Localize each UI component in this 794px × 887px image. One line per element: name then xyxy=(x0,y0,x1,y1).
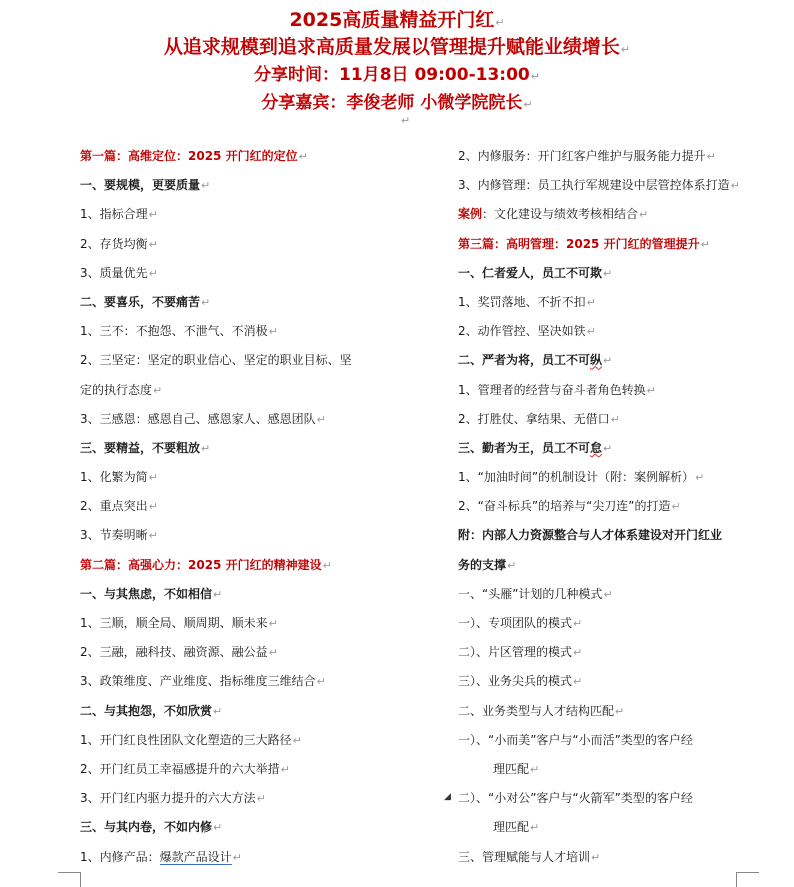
paragraph-mark: ↵ xyxy=(232,850,242,864)
paragraph-mark: ↵ xyxy=(530,70,540,83)
outline-line[interactable]: 1、化繁为简↵ xyxy=(80,470,158,485)
outline-line[interactable]: 第三篇：高明管理：2025 开门红的管理提升↵ xyxy=(458,236,710,251)
paragraph-mark: ↵ xyxy=(316,412,326,426)
paragraph-mark: ↵ xyxy=(256,792,266,806)
outline-line[interactable]: 一、“头雁”计划的几种模式↵ xyxy=(458,586,613,601)
paragraph-mark: ↵ xyxy=(586,295,596,309)
paragraph-mark: ↵ xyxy=(620,43,631,56)
paragraph-mark: ↵ xyxy=(603,266,613,280)
paragraph-mark: ↵ xyxy=(603,354,613,368)
spellcheck-word[interactable]: 纵 xyxy=(590,353,603,368)
outline-line[interactable]: 3、开门红内驱力提升的六大方法↵ xyxy=(80,791,266,806)
outline-line[interactable]: 理匹配↵ xyxy=(493,761,540,776)
paragraph-mark: ↵ xyxy=(148,529,158,543)
outline-line[interactable]: 理匹配↵ xyxy=(493,820,540,835)
case-label: 案例 xyxy=(458,207,483,222)
paragraph-mark: ↵ xyxy=(148,471,158,485)
outline-line[interactable]: 1、“加油时间”的机制设计（附：案例解析）↵ xyxy=(458,470,705,485)
paragraph-mark: ↵ xyxy=(153,383,163,397)
outline-line[interactable]: 2、内修服务：开门红客户维护与服务能力提升↵ xyxy=(458,149,716,163)
paragraph-mark: ↵ xyxy=(148,500,158,514)
paragraph-mark: ↵ xyxy=(523,98,533,111)
paragraph-mark: ↵ xyxy=(573,646,583,660)
outline-line[interactable]: 1、三顺，顺全局、顺周期、顺未来↵ xyxy=(80,616,278,630)
empty-paragraph-mark: ↵ xyxy=(401,114,411,127)
outline-line[interactable]: 2、重点突出↵ xyxy=(80,499,158,514)
share-speaker[interactable]: 分享嘉宾：李俊老师 小微学院院长↵ xyxy=(261,93,533,113)
paragraph-mark: ↵ xyxy=(280,762,290,776)
paragraph-mark: ↵ xyxy=(586,325,596,339)
outline-line[interactable]: 1、奖罚落地、不折不扣↵ xyxy=(458,294,596,309)
paragraph-mark: ↵ xyxy=(148,266,158,280)
outline-line[interactable]: 二）、“小对公”客户与“火箭军”类型的客户经 xyxy=(458,791,693,806)
paragraph-mark: ↵ xyxy=(213,821,223,835)
outline-line[interactable]: 务的支撑↵ xyxy=(458,557,517,572)
collapse-triangle-icon[interactable]: ◢ xyxy=(444,792,451,802)
outline-line[interactable]: 二）、片区管理的模式↵ xyxy=(458,645,583,660)
doc-subtitle[interactable]: 从追求规模到追求高质量发展以管理提升赋能业绩增长↵ xyxy=(163,36,631,58)
outline-line[interactable]: 案例：文化建设与绩效考核相结合↵ xyxy=(458,207,649,222)
outline-line[interactable]: 三、要精益，不要粗放↵ xyxy=(80,440,211,455)
outline-line[interactable]: 3、政策维度、产业维度、指标维度三维结合↵ xyxy=(80,674,326,689)
paragraph-mark: ↵ xyxy=(646,383,656,397)
outline-line[interactable]: 附：内部人力资源整合与人才体系建设对开门红业 xyxy=(458,528,723,543)
outline-line[interactable]: 1、指标合理↵ xyxy=(80,207,158,222)
outline-line[interactable]: 一、要规模，更要质量↵ xyxy=(80,178,211,193)
paragraph-mark: ↵ xyxy=(268,325,278,339)
paragraph-mark: ↵ xyxy=(507,558,517,572)
paragraph-mark: ↵ xyxy=(268,646,278,660)
paragraph-mark: ↵ xyxy=(213,704,223,718)
paragraph-mark: ↵ xyxy=(292,733,302,747)
left-column xyxy=(80,142,440,872)
outline-line[interactable]: 1、内修产品：爆款产品设计↵ xyxy=(80,849,242,864)
paragraph-mark: ↵ xyxy=(213,587,223,601)
outline-line[interactable]: 2、存货均衡↵ xyxy=(80,236,158,251)
outline-line[interactable]: 一）、“小而美”客户与“小而活”类型的客户经 xyxy=(458,732,693,747)
paragraph-mark: ↵ xyxy=(530,762,540,776)
paragraph-mark: ↵ xyxy=(603,587,613,601)
paragraph-mark: ↵ xyxy=(148,237,158,251)
paragraph-mark: ↵ xyxy=(603,441,613,455)
paragraph-mark: ↵ xyxy=(591,850,601,864)
paragraph-mark: ↵ xyxy=(671,500,681,514)
paragraph-mark: ↵ xyxy=(268,617,278,630)
outline-line[interactable]: 2、三坚定：坚定的职业信心、坚定的职业目标、坚 xyxy=(80,353,352,368)
outline-line[interactable]: 2、“奋斗标兵”的培养与“尖刀连”的打造↵ xyxy=(458,499,681,514)
paragraph-mark: ↵ xyxy=(322,558,332,572)
paragraph-mark: ↵ xyxy=(573,675,583,689)
paragraph-mark: ↵ xyxy=(695,471,705,485)
outline-line[interactable]: 2、打胜仗、拿结果、无借口↵ xyxy=(458,411,620,426)
outline-line[interactable]: 2、开门红员工幸福感提升的六大举措↵ xyxy=(80,761,290,776)
outline-line[interactable]: 3、三感恩：感恩自己、感恩家人、感恩团队↵ xyxy=(80,411,326,426)
page-corner-mark xyxy=(58,872,81,887)
outline-line[interactable]: 一、与其焦虑，不如相信↵ xyxy=(80,586,223,601)
paragraph-mark: ↵ xyxy=(706,150,716,163)
paragraph-mark: ↵ xyxy=(615,704,625,718)
paragraph-mark: ↵ xyxy=(201,295,211,309)
outline-line[interactable]: 1、管理者的经营与奋斗者角色转换↵ xyxy=(458,382,656,397)
paragraph-mark: ↵ xyxy=(316,675,326,689)
outline-line[interactable]: 第一篇：高维定位：2025 开门红的定位↵ xyxy=(80,149,308,163)
outline-line[interactable]: 二、严者为将，员工不可纵↵ xyxy=(458,353,613,368)
outline-line[interactable]: 三、管理赋能与人才培训↵ xyxy=(458,849,601,864)
paragraph-mark: ↵ xyxy=(639,208,649,222)
outline-line[interactable]: 3、质量优先↵ xyxy=(80,265,158,280)
paragraph-mark: ↵ xyxy=(201,179,211,193)
outline-line[interactable]: 二、与其抱怨，不如欣赏↵ xyxy=(80,703,223,718)
outline-line[interactable]: 二、业务类型与人才结构匹配↵ xyxy=(458,703,625,718)
outline-line[interactable]: 三、勤者为王，员工不可怠↵ xyxy=(458,440,613,455)
paragraph-mark: ↵ xyxy=(298,150,308,163)
paragraph-mark: ↵ xyxy=(730,179,740,193)
outline-line[interactable]: 二、要喜乐，不要痛苦↵ xyxy=(80,294,211,309)
paragraph-mark: ↵ xyxy=(573,617,583,630)
page-corner-mark xyxy=(736,872,759,887)
paragraph-mark: ↵ xyxy=(700,237,710,251)
outline-line[interactable]: 2、三融，融科技、融资源、融公益↵ xyxy=(80,645,278,660)
paragraph-mark: ↵ xyxy=(530,821,540,835)
outline-line[interactable]: 定的执行态度↵ xyxy=(80,382,163,397)
outline-line[interactable]: 3、内修管理：员工执行军规建设中层管控体系打造↵ xyxy=(458,178,740,193)
paragraph-mark: ↵ xyxy=(201,441,211,455)
paragraph-mark: ↵ xyxy=(148,208,158,222)
outline-line[interactable]: 1、开门红良性团队文化塑造的三大路径↵ xyxy=(80,732,302,747)
right-column xyxy=(458,142,758,872)
outline-line[interactable]: 一）、专项团队的模式↵ xyxy=(458,616,583,630)
outline-line[interactable]: 第二篇：高强心力：2025 开门红的精神建设↵ xyxy=(80,557,332,572)
doc-title[interactable]: 2025高质量精益开门红↵ xyxy=(289,9,505,31)
outline-line[interactable]: 三）、业务尖兵的模式↵ xyxy=(458,674,583,689)
outline-line[interactable]: 3、节奏明晰↵ xyxy=(80,528,158,543)
outline-line[interactable]: 2、动作管控、坚决如铁↵ xyxy=(458,324,596,339)
paragraph-mark: ↵ xyxy=(495,16,505,29)
paragraph-mark: ↵ xyxy=(610,412,620,426)
outline-line[interactable]: 1、三不：不抱怨、不泄气、不消极↵ xyxy=(80,324,278,339)
share-time[interactable]: 分享时间：11月8日 09:00-13:00↵ xyxy=(254,65,540,85)
spellcheck-word[interactable]: 怠 xyxy=(590,440,603,455)
outline-line[interactable]: 一、仁者爱人，员工不可欺↵ xyxy=(458,265,613,280)
outline-line[interactable]: 三、与其内卷，不如内修↵ xyxy=(80,820,223,835)
hyperlink-text[interactable]: 爆款产品设计 xyxy=(159,849,232,864)
